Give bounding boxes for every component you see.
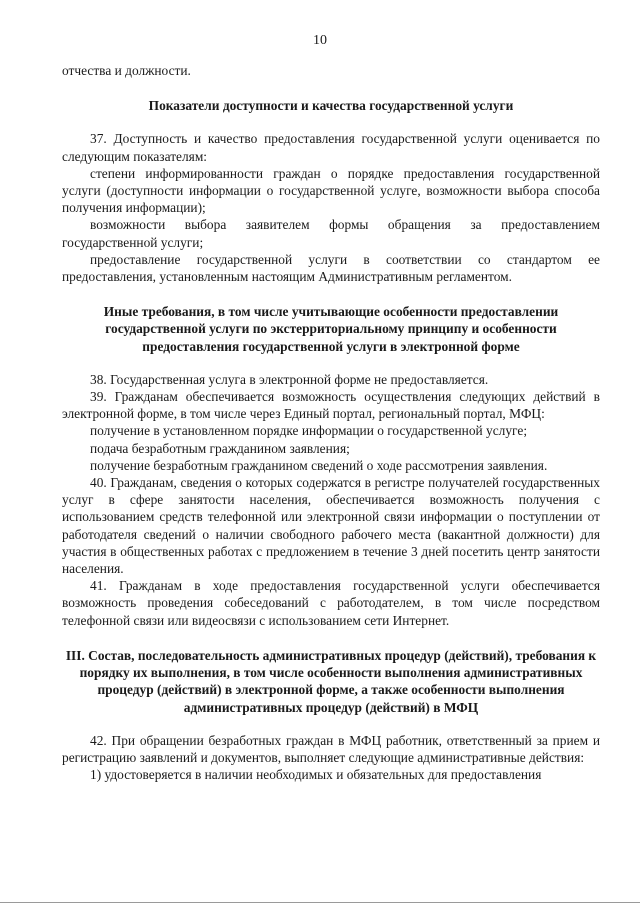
page-number: 10 [313, 33, 327, 48]
paragraph-intro: отчества и должности. [62, 63, 191, 78]
paragraph-40: 40. Гражданам, сведения о которых содержатся в регистре получателей государственных услуг в сфере занятости населения, обеспечивается возможность получения с использованием средств телефонной или электронной связи информации о поступлении от работодателя сведений о наличии свободного рабочего места (вакантной должности) для участия в общественных работах с предложением в течение 3 дней посетить центр занятости населения. [62, 475, 600, 577]
paragraph-37: 37. Доступность и качество предоставления государственной услуги оценивается по следующим показателям: [62, 131, 600, 164]
heading-other-requirements: Иные требования, в том числе учитывающие особенности предоставлении государственной услуги по экстерриториальному принципу и особенности предоставления государственной услуги в электронной форме [103, 304, 559, 354]
paragraph-42: 42. При обращении безработных граждан в МФЦ работник, ответственный за прием и регистрацию заявлений и документов, выполняет следующие административные действия: [62, 732, 600, 765]
paragraph-39-item-information: получение в установленном порядке информации о государственной услуге; [90, 423, 528, 439]
heading-section-3: III. Состав, последовательность административных процедур (действий), требования к порядку их выполнения, в том числе особенности выполнения административных процедур (действий) в электронной форме, а также особенности выполнения административных процедур (действий) в МФЦ [65, 647, 597, 715]
paragraph-37-item-informedness: степени информированности граждан о порядке предоставления государственной услуги (доступности информации о государственной услуге, возможности выбора способа получения информации); [62, 165, 600, 216]
paragraph-38: 38. Государственная услуга в электронной форме не предоставляется. [90, 371, 489, 387]
paragraph-39-item-application: подача безработным гражданином заявления; [90, 440, 350, 456]
heading-accessibility-indicators: Показатели доступности и качества государственной услуги [148, 98, 514, 114]
paragraph-42-item-1: 1) удостоверяется в наличии необходимых и обязательных для предоставления [90, 767, 542, 783]
paragraph-39-item-status: получение безработным гражданином сведений о ходе рассмотрения заявления. [90, 457, 548, 473]
document-body [62, 62, 600, 783]
paragraph-41: 41. Гражданам в ходе предоставления государственной услуги обеспечивается возможность проведения собеседований с работодателем, в том числе посредством телефонной связи или видеосвязи с использованием сети Интернет. [62, 578, 600, 628]
scan-bottom-edge [0, 902, 640, 903]
paragraph-37-item-request-form: возможности выбора заявителем формы обращения за предоставлением государственной услуги; [62, 217, 600, 250]
paragraph-37-item-standard: предоставление государственной услуги в соответствии со стандартом ее предоставления, установленным настоящим Административным регламентом. [62, 251, 600, 285]
paragraph-39: 39. Гражданам обеспечивается возможность осуществления следующих действий в электронной форме, в том числе через Единый портал, региональный портал, МФЦ: [62, 389, 600, 422]
